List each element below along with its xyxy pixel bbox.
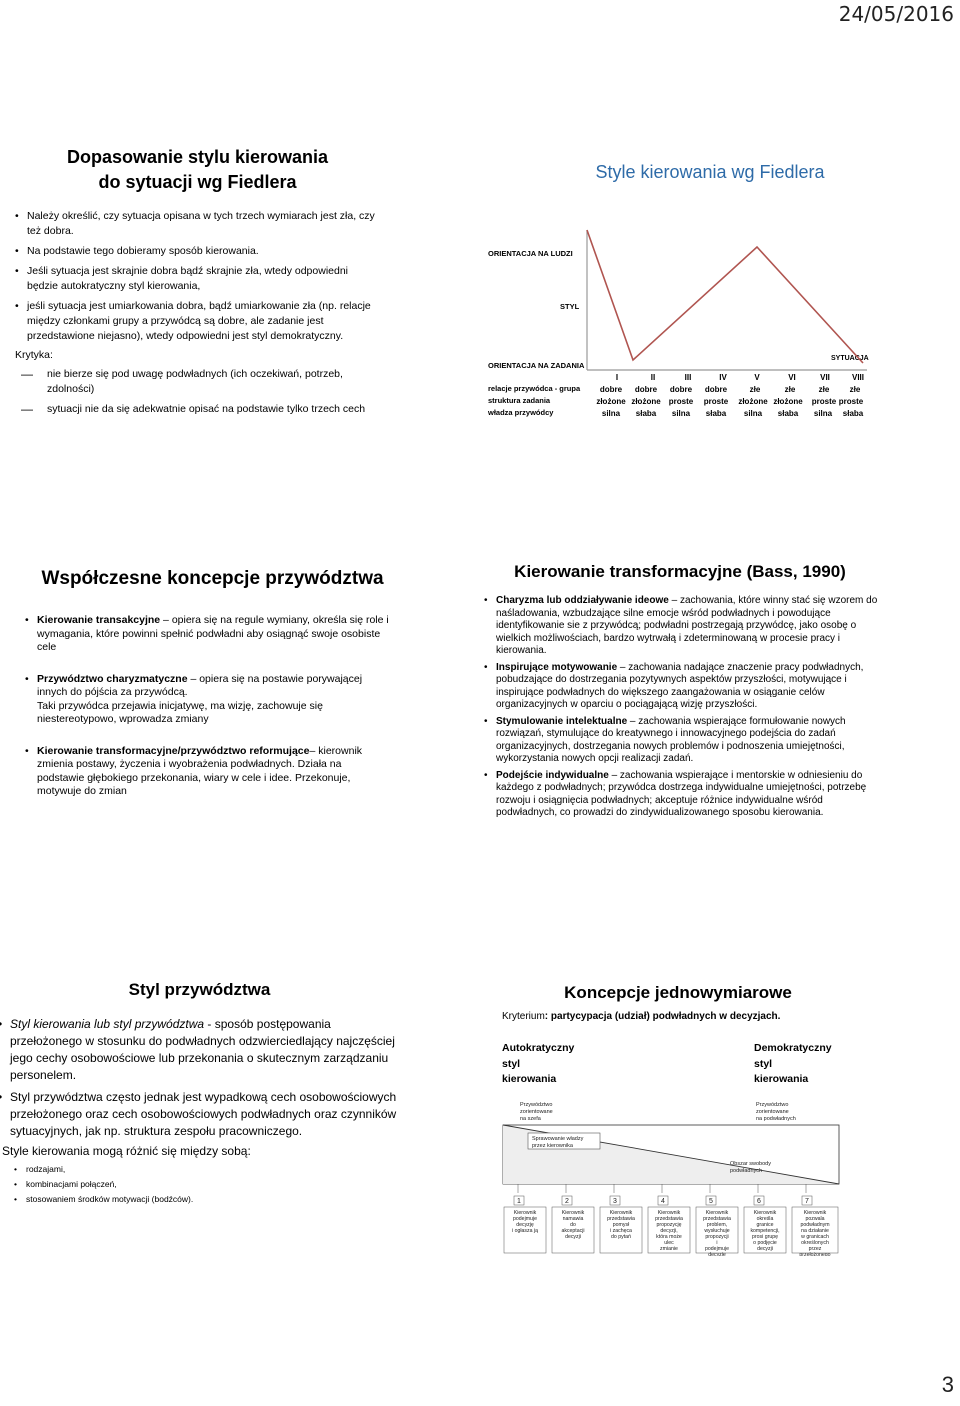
- col-num: II: [650, 373, 656, 382]
- option-number: 6: [757, 1198, 761, 1205]
- label-task: ORIENTACJA NA ZADANIA: [488, 361, 585, 370]
- col-num: III: [684, 373, 692, 382]
- label-line: styl: [754, 1057, 773, 1070]
- label-style: STYL: [560, 302, 580, 311]
- criterion: [478, 1011, 878, 1022]
- label-line: kierowania: [502, 1073, 557, 1085]
- col-task: proste: [703, 397, 729, 406]
- slide4-title: Kierowanie transformacyjne (Bass, 1990): [514, 562, 846, 581]
- option-4: [648, 1196, 690, 1253]
- slide4-item: [496, 716, 880, 766]
- label-situation: SYTUACJA: [831, 355, 869, 362]
- freedom-line: podwładnych: [730, 1168, 763, 1174]
- option-text: decyzji: [565, 1234, 581, 1240]
- slide-leadership-style: [2, 980, 397, 1207]
- col-task: złożone: [773, 397, 803, 406]
- slide-one-dimensional: [478, 983, 878, 1085]
- slide5-sublist: [2, 1162, 397, 1207]
- col-num: V: [754, 373, 760, 382]
- option-text: do: [570, 1222, 576, 1228]
- option-text: o podjęcie: [753, 1240, 777, 1246]
- option-text: ulec: [664, 1240, 674, 1246]
- item-term: Styl kierowania lub styl przywództwa: [10, 1017, 205, 1031]
- option-text: określa: [756, 1216, 774, 1222]
- slide4-item: [496, 662, 880, 712]
- item-desc: Styl przywództwa często jednak jest wypadkową cech osobowościowych przełożonego oraz cech osobowościowych podwładnych oraz czynników sytuacyjnych, jak np. struktura zespołu pracowniczego.: [10, 1090, 397, 1138]
- column-III: [669, 373, 694, 418]
- fiedler-chart: [485, 225, 870, 425]
- option-text: Kierownik: [609, 1210, 633, 1216]
- row-label-relations: relacje przywódca - grupa: [488, 384, 581, 393]
- col-task: proste: [668, 397, 694, 406]
- page-number: 3: [941, 1372, 954, 1397]
- option-text: Kierownik: [753, 1210, 777, 1216]
- slide5-subitem: • stosowaniem środków motywacji (bodźców).: [26, 1192, 397, 1207]
- slide5-item: [10, 1089, 397, 1140]
- option-text: przez: [808, 1246, 822, 1252]
- item-desc: – zachowania wspierające i mentorskie w odniesieniu do każdego z podwładnych; przywódca dostrzega indywidualne umiejętności, potrzebę rozwoju i osiągnięcia podwładnych; akceptuje różnice indywidualne wśród podwładnych, co prowadzi do zindywidualizowanego sposobu kierowania.: [496, 769, 867, 818]
- slide-fiedler-fit: [15, 145, 380, 422]
- label-people: ORIENTACJA NA LUDZI: [488, 249, 573, 258]
- col-power: słaba: [635, 409, 657, 418]
- option-text: propozycji: [705, 1234, 729, 1240]
- option-text: przedstawia: [607, 1216, 635, 1222]
- option-text: prosi grupę: [752, 1234, 778, 1240]
- row-label-power: władza przywódcy: [488, 408, 554, 417]
- label-democratic: [754, 1041, 832, 1088]
- option-text: decyzji,: [660, 1228, 678, 1234]
- item-term: Kierowanie transformacyjne/przywództwo reformujące: [37, 744, 310, 757]
- slide1-title-line1: Dopasowanie stylu kierowania: [66, 147, 329, 167]
- slide1-bullet: • Należy określić, czy sytuacja opisana w tych trzech wymiarach jest zła, czy też dobra.: [27, 209, 380, 239]
- option-text: Kierownik: [657, 1210, 681, 1216]
- freedom-line: Obszar swobody: [730, 1161, 771, 1167]
- tr-line: zorientowane: [756, 1109, 789, 1115]
- slide5-intro: Style kierowania mogą różnić się między sobą:: [2, 1144, 251, 1158]
- item-desc: – zachowania nadające znaczenie pracy podwładnych, pobudzające do dostrzegania pozytywnych aspektów przyszłości, motywujące i inspirujące podwładnych do większego zaangażowania w osiąganie celów organizacyjnych w oparciu o pociągającą wizję przyszłości.: [496, 661, 864, 710]
- column-V: [738, 373, 768, 418]
- item-term: Przywództwo charyzmatyczne: [37, 672, 188, 685]
- tl-line: Przywództwo: [520, 1102, 553, 1108]
- label-line: Autokratyczny: [502, 1042, 575, 1054]
- label-autocratic: [502, 1041, 574, 1088]
- option-text: namawia: [562, 1216, 584, 1222]
- label-line: kierowania: [754, 1073, 809, 1085]
- slide5-list: [2, 1016, 397, 1140]
- critique-item: — sytuacji nie da się adekwatnie opisać na podstawie tylko trzech cech: [47, 402, 380, 417]
- label-line: Demokratyczny: [754, 1042, 832, 1054]
- slide2-title: Style kierowania wg Fiedlera: [595, 162, 825, 182]
- item-desc: – zachowania, które winny stać się wzorem do naśladowania, wzbudzające silne emocje wśród podwładnych i powodujące identyfikowanie sie z przywódcą; podwładni postrzegają przywódcę, jako osobę o wielkich możliwościach, bardzo wytrwałą i zdeterminowaną w procesie pracy i kierowania.: [496, 595, 878, 656]
- slide6-title: Koncepcje jednowymiarowe: [564, 983, 792, 1002]
- item-term: Charyzma lub oddziaływanie ideowe: [496, 595, 669, 606]
- col-task: proste: [838, 397, 864, 406]
- slide1-title: [15, 145, 380, 195]
- tr-line: Przywództwo: [756, 1102, 789, 1108]
- option-text: która może: [656, 1234, 682, 1240]
- option-text: określonych: [801, 1240, 829, 1246]
- col-task: złożone: [596, 397, 626, 406]
- option-number: 4: [661, 1198, 665, 1205]
- critique-item: — nie bierze się pod uwagę podwładnych (ich oczekiwań, potrzeb, zdolności): [47, 367, 380, 397]
- option-7: [792, 1196, 838, 1256]
- item-term: Kierowanie transakcyjne: [37, 614, 161, 626]
- col-power: słaba: [842, 409, 864, 418]
- col-power: słaba: [777, 409, 799, 418]
- col-power: silna: [743, 409, 763, 418]
- col-rel: dobre: [669, 385, 693, 394]
- column-VI: [773, 373, 803, 418]
- col-num: VII: [820, 373, 830, 382]
- item-term: Inspirujące motywowanie: [496, 661, 618, 673]
- option-number: 1: [517, 1198, 521, 1205]
- item-desc: - sposób postępowania przełożonego w stosunku do podwładnych odzwierciedlający najczęściej jego cechy osobowościowe lub przekonania o skutecznym zarządzaniu personelem.: [10, 1017, 395, 1082]
- option-text: przedstawia: [655, 1216, 683, 1222]
- option-text: wysłuchuje: [704, 1228, 730, 1234]
- chart-columns: [596, 373, 864, 418]
- slide1-bullets: [15, 209, 380, 344]
- slide5-subitem: • kombinacjami połączeń,: [26, 1177, 397, 1192]
- col-rel: złe: [749, 385, 761, 394]
- col-task: proste: [811, 397, 837, 406]
- critique-label: Krytyka:: [15, 349, 53, 361]
- criterion-text: : partycypacja (udział) podwładnych w decyzjach.: [544, 1011, 781, 1022]
- option-text: Kierownik: [705, 1210, 729, 1216]
- option-text: Kierownik: [561, 1210, 585, 1216]
- option-text: i: [716, 1240, 718, 1246]
- slide3-item: [37, 673, 390, 727]
- col-num: VIII: [851, 373, 865, 382]
- header-date: 24/05/2016: [838, 2, 954, 26]
- critique-list: [15, 367, 380, 417]
- option-text: przedstawia: [703, 1216, 731, 1222]
- option-text: pozwala: [805, 1216, 825, 1222]
- column-VII: [812, 373, 837, 418]
- option-text: i zachęca: [610, 1228, 632, 1234]
- col-task: złożone: [738, 397, 768, 406]
- col-rel: złe: [784, 385, 796, 394]
- row-label-task: struktura zadania: [488, 396, 551, 405]
- tannenbaum-continuum: [498, 1098, 843, 1256]
- col-power: słaba: [705, 409, 727, 418]
- slide5-subitem: • rodzajami,: [26, 1162, 397, 1177]
- slide-transformational: [480, 562, 880, 820]
- slide5-title: Styl przywództwa: [128, 980, 271, 999]
- item-term: Podejście indywidualne: [496, 769, 609, 781]
- option-1: [504, 1196, 546, 1253]
- col-rel: dobre: [599, 385, 623, 394]
- col-task: złożone: [631, 397, 661, 406]
- slide3-title: Współczesne koncepcje przywództwa: [41, 568, 384, 589]
- col-power: silna: [601, 409, 621, 418]
- criterion-label: Kryterium: [502, 1011, 545, 1022]
- option-text: Kierownik: [513, 1210, 537, 1216]
- col-rel: złe: [818, 385, 830, 394]
- slide5-item: [10, 1016, 397, 1084]
- option-text: na działanie: [801, 1228, 829, 1234]
- item-term: Stymulowanie intelektualne: [496, 715, 628, 727]
- col-num: I: [615, 373, 619, 382]
- tr-line: na podwładnych: [756, 1116, 796, 1122]
- authority-line: Sprawowanie władzy: [532, 1136, 584, 1142]
- option-number: 2: [565, 1198, 569, 1205]
- column-IV: [704, 373, 729, 418]
- item-desc: – opiera się na regule wymiany, określa się role i wymagania, które powinni spełnić podwładni aby osiągnąć swoje osobiste cele: [37, 614, 389, 653]
- col-power: silna: [671, 409, 691, 418]
- column-VIII: [839, 373, 864, 418]
- item-desc: – opiera się na postawie porywającej innych do pójścia za przywódcą.: [37, 672, 363, 698]
- option-text: i ogłasza ją: [512, 1228, 538, 1234]
- option-text: propozycję: [656, 1222, 682, 1228]
- slide3-item: [37, 745, 390, 799]
- option-text: pomysł: [612, 1222, 630, 1228]
- slide1-bullet: • Jeśli sytuacja jest skrajnie dobra bądź skrajnie zła, wtedy odpowiedni będzie autokratyczny styl kierowania,: [27, 264, 380, 294]
- slide3-list: [15, 614, 390, 799]
- option-text: kompetencji,: [750, 1228, 780, 1234]
- column-I: [596, 373, 626, 418]
- option-text: zmianie: [660, 1246, 678, 1252]
- option-text: podejmuje: [513, 1216, 537, 1222]
- tl-line: zorientowane: [520, 1109, 553, 1115]
- option-text: problem,: [706, 1222, 728, 1228]
- option-number: 7: [805, 1198, 809, 1205]
- slide4-item: [496, 770, 880, 820]
- slide1-bullet: • jeśli sytuacja jest umiarkowania dobra, bądź umiarkowanie zła (np. relacje między członkami grupy a przywódcą są dobre, ale zadanie jest przedstawione niejasno), wtedy odpowiedni jest styl demokratyczny.: [27, 299, 380, 344]
- item-extra: Taki przywódca przejawia inicjatywę, ma wizję, zachowuje się niestereotypowo, wprowadza zmiany: [37, 699, 323, 725]
- slide1-bullet: • Na podstawie tego dobieramy sposób kierowania.: [27, 244, 380, 259]
- col-rel: dobre: [704, 385, 728, 394]
- option-text: podwładnym: [800, 1222, 830, 1228]
- option-text: granice: [756, 1222, 774, 1228]
- option-text: do pytań: [611, 1234, 631, 1240]
- slide-modern-leadership: [15, 568, 390, 799]
- tl-line: na szefa: [520, 1116, 541, 1122]
- item-desc: – kierownik zmienia postawy, życzenia i wyobrażenia podwładnych. Działa na podstawie głębokiego przekonania, wiary w cele i idee. Przekonuje, motywuje do zmian: [37, 744, 363, 797]
- option-text: decyzji: [757, 1246, 773, 1252]
- option-text: w granicach: [801, 1234, 829, 1240]
- label-line: styl: [502, 1057, 521, 1070]
- col-num: VI: [788, 373, 796, 382]
- authority-line: przez kierownika: [532, 1143, 573, 1149]
- col-rel: złe: [849, 385, 861, 394]
- slide4-item: [496, 595, 880, 658]
- slide4-list: [480, 595, 880, 820]
- option-5: [696, 1196, 738, 1256]
- col-power: silna: [813, 409, 833, 418]
- column-II: [631, 373, 661, 418]
- option-text: decyzję: [516, 1222, 534, 1228]
- col-num: IV: [719, 373, 727, 382]
- fiedler-curve: [587, 230, 863, 363]
- option-number: 5: [709, 1198, 713, 1205]
- slide1-title-line2: do sytuacji wg Fiedlera: [98, 172, 297, 192]
- col-rel: dobre: [634, 385, 658, 394]
- option-6: [744, 1196, 786, 1253]
- option-text: decyzję: [708, 1252, 726, 1256]
- option-3: [600, 1196, 642, 1253]
- option-text: przełożonego: [799, 1252, 831, 1256]
- option-text: podejmuje: [705, 1246, 729, 1252]
- item-desc: – zachowania wspierające formułowanie nowych rozwiązań, stymulujące do kreatywnego i innowacyjnego podejścia do zadań organizacyjnych, dostrzegania nowych problemów i podnoszenia umiejętności, wykorzystania nowych opcji realizacji zadań.: [496, 715, 846, 764]
- slide3-item: [37, 614, 390, 655]
- option-2: [552, 1196, 594, 1253]
- option-number: 3: [613, 1198, 617, 1205]
- option-text: akceptacji: [561, 1228, 585, 1234]
- option-text: Kierownik: [803, 1210, 827, 1216]
